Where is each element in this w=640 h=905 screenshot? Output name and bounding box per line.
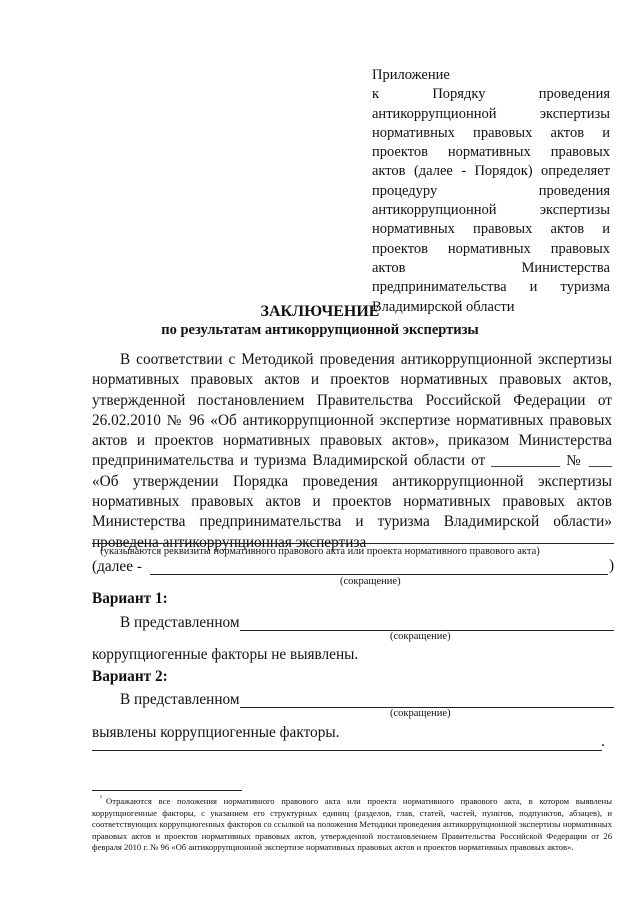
requisites-line — [92, 543, 614, 544]
footnote-line: соответствующих коррупциогенных факторов со ссылкой на положения Методики проведения антикоррупционной экспертизы нормативных — [92, 819, 612, 830]
variant1-heading: Вариант 1: — [92, 590, 168, 607]
dalee-close: ) — [609, 557, 615, 574]
body-line: В соответствии с Методикой проведения антикоррупционной экспертизы — [120, 351, 612, 368]
appendix-line: к Порядку проведения — [372, 86, 610, 103]
body-line: 26.02.2010 № 96 «Об антикоррупционной экспертизе нормативных правовых — [92, 411, 612, 429]
variant2-heading: Вариант 2: — [92, 668, 168, 685]
document-title: ЗАКЛЮЧЕНИЕ — [260, 303, 380, 320]
variant2-lead: В представленном — [120, 691, 240, 708]
requisites-hint: (указываются реквизиты нормативного правового акта или проекта нормативного правового акта) — [100, 546, 540, 557]
body-line: утвержденной постановлением Правительства Российской Федерации от — [92, 391, 612, 409]
abbreviation-hint: (сокращение) — [340, 576, 401, 587]
footnote — [92, 796, 612, 854]
variant2-hint: (сокращение) — [390, 708, 451, 719]
appendix-line: проектов нормативных правовых — [372, 144, 610, 161]
appendix-line: актов (далее - Порядок) определяет — [372, 163, 610, 180]
body-line: проведена антикоррупционная экспертиза — [92, 533, 367, 551]
document-subtitle: по результатам антикоррупционной экспертизы — [161, 322, 479, 338]
appendix-line: процедуру проведения — [372, 182, 610, 199]
appendix-line: актов Министерства — [372, 259, 610, 276]
footnote-line: правовых актов и проектов нормативных правовых актов, утвержденной постановлением Правительства Российской Федерации от 26 — [92, 830, 612, 841]
variant1-hint: (сокращение) — [390, 631, 451, 642]
variant2-dot: . — [601, 733, 605, 750]
abbreviation-line — [150, 574, 608, 575]
appendix-line: предпринимательства и туризма — [372, 279, 610, 296]
footnote-line: коррупциогенные факторы, с указанием его структурных единиц (разделов, глав, статей, частей, пунктов, подпунктов, абзацев), и — [92, 807, 612, 818]
variant1-result: коррупциогенные факторы не выявлены. — [92, 646, 359, 663]
variant1-lead: В представленном — [120, 614, 240, 631]
appendix-line: проектов нормативных правовых — [372, 240, 610, 257]
body-line: актов и проектов нормативных правовых актов», приказом Министерства — [92, 432, 612, 450]
appendix-line: антикоррупционной экспертизы — [372, 202, 610, 219]
footnote-line: февраля 2010 г. № 96 «Об антикоррупционной экспертизе нормативных правовых актов и проектов нормативных правовых актов». — [92, 842, 574, 853]
appendix-line: Приложение — [372, 67, 450, 83]
appendix-line: нормативных правовых актов и — [372, 221, 610, 238]
footnote-line — [92, 796, 612, 808]
appendix-note — [372, 66, 610, 317]
footnote-marker: ¹ — [100, 794, 103, 802]
appendix-line: нормативных правовых актов и — [372, 124, 610, 141]
variant2-factors-line — [92, 750, 602, 751]
appendix-line: Владимирской области — [372, 298, 515, 315]
variant2-result: выявлены коррупциогенные факторы. — [92, 724, 340, 741]
appendix-line: антикоррупционной экспертизы — [372, 105, 610, 122]
body-line: предпринимательства и туризма Владимирской области от _________ № ___ — [92, 452, 612, 470]
body-line: Министерства предпринимательства и туризма Владимирской области» — [92, 513, 612, 531]
dalee-label: (далее - — [92, 558, 142, 575]
footnote-separator — [92, 790, 242, 791]
body-line: нормативных правовых актов и проектов нормативных правовых актов, — [92, 371, 612, 389]
footnote-text: Отражаются все положения нормативного правового акта или проекта нормативного правового акта, в котором выявлены — [106, 796, 612, 806]
body-line: «Об утверждении Порядка проведения антикоррупционной экспертизы — [92, 472, 612, 490]
body-line: нормативных правовых актов и проектов нормативных правовых актов — [92, 493, 612, 511]
body-paragraph — [92, 350, 612, 553]
